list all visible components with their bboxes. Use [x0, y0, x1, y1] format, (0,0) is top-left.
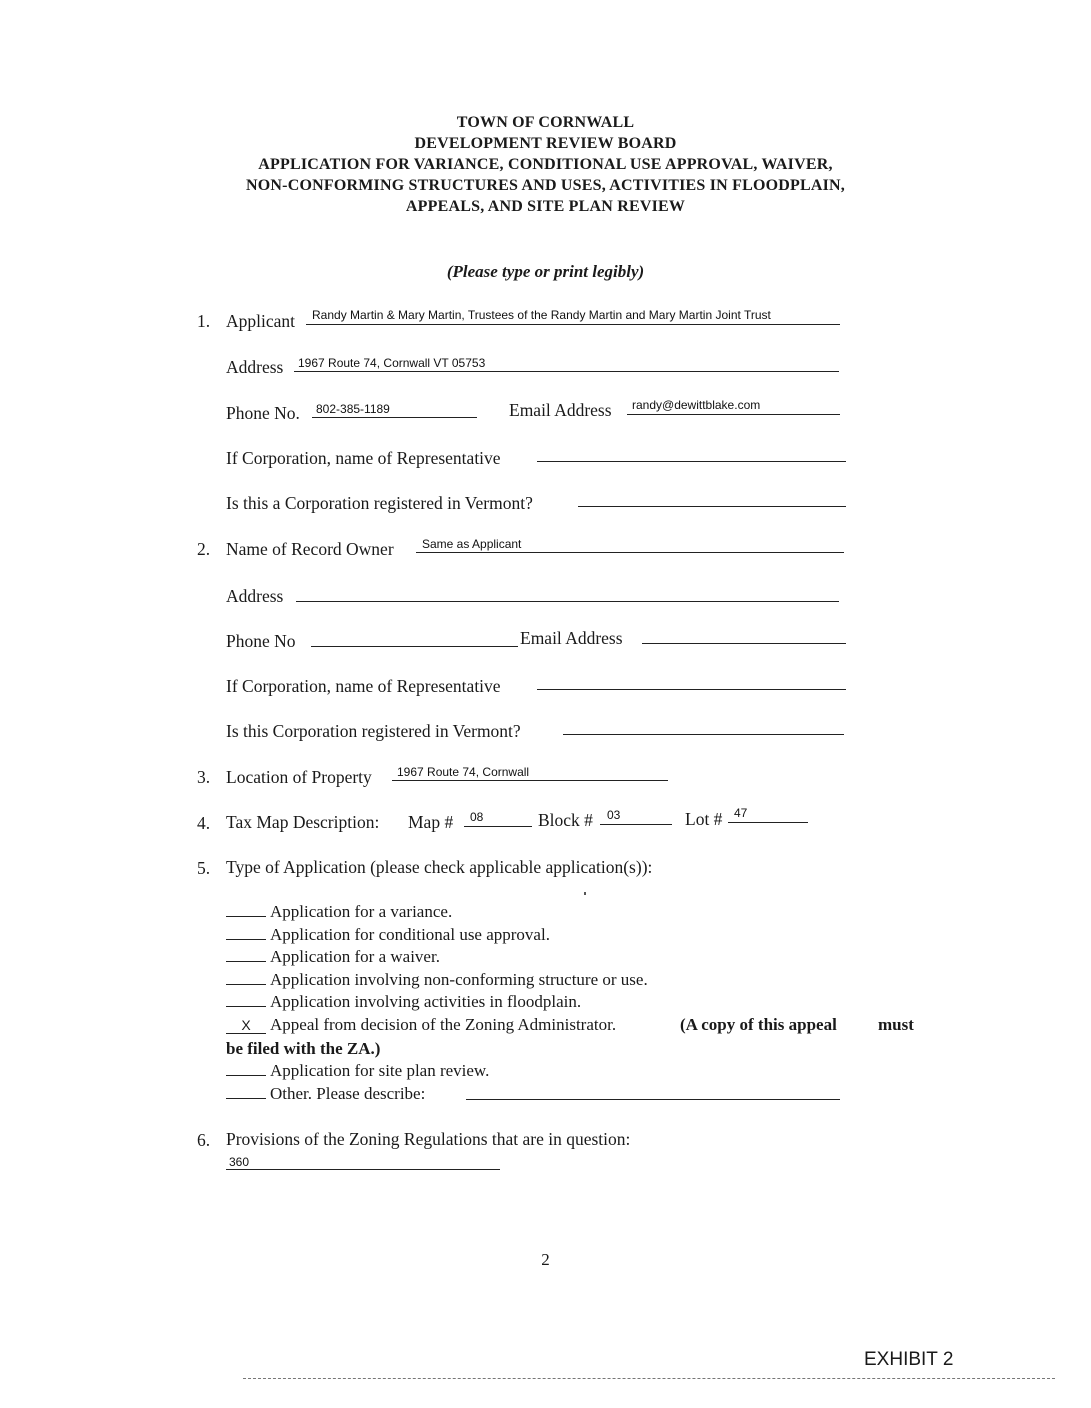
option-other[interactable]: Other. Please describe: [226, 1083, 425, 1105]
email-field[interactable]: randy@dewittblake.com [632, 398, 761, 412]
item-number-4: 4. [197, 813, 211, 833]
block-underline [600, 824, 672, 825]
address-field[interactable]: 1967 Route 74, Cornwall VT 05753 [298, 356, 486, 370]
owner-corp-rep-label: If Corporation, name of Representative [226, 676, 501, 696]
owner-field[interactable]: Same as Applicant [422, 537, 522, 551]
applicant-underline [306, 324, 840, 325]
option-waiver[interactable]: Application for a waiver. [226, 946, 440, 968]
block-field[interactable]: 03 [607, 808, 621, 822]
checkbox[interactable] [226, 1083, 266, 1099]
corp-rep-label: If Corporation, name of Representative [226, 448, 501, 468]
owner-corp-rep-field[interactable] [537, 689, 846, 690]
address-underline [294, 371, 839, 372]
phone-field[interactable]: 802-385-1189 [316, 402, 390, 416]
location-field[interactable]: 1967 Route 74, Cornwall [397, 765, 530, 779]
location-label: Location of Property [226, 767, 372, 787]
option-site-plan[interactable]: Application for site plan review. [226, 1060, 489, 1082]
owner-email-label: Email Address [520, 628, 623, 648]
exhibit-label: EXHIBIT 2 [864, 1349, 954, 1370]
checkbox[interactable] [226, 924, 266, 940]
owner-label: Name of Record Owner [226, 539, 394, 559]
option-variance[interactable]: Application for a variance. [226, 901, 452, 923]
checkbox-checked[interactable]: X [226, 1018, 266, 1034]
email-label: Email Address [509, 400, 612, 420]
option-appeal[interactable]: X Appeal from decision of the Zoning Administrator. [226, 1014, 616, 1036]
owner-phone-field[interactable] [311, 646, 518, 647]
checkbox[interactable] [226, 946, 266, 962]
item-number-3: 3. [197, 767, 211, 787]
application-type-label: Type of Application (please check applicable application(s)): [226, 857, 653, 877]
owner-address-label: Address [226, 586, 284, 606]
corp-rep-field[interactable] [537, 461, 846, 462]
page-number: 2 [541, 1250, 550, 1269]
scan-speck [584, 892, 586, 895]
provisions-underline [226, 1169, 500, 1170]
item-number-5: 5. [197, 858, 211, 878]
owner-email-field[interactable] [642, 643, 846, 644]
map-underline [464, 826, 532, 827]
block-label: Block # [538, 810, 593, 830]
corp-reg-label: Is this a Corporation registered in Vermont? [226, 493, 533, 513]
phone-label: Phone No. [226, 403, 300, 423]
applicant-label: Applicant [226, 311, 296, 331]
owner-corp-reg-field[interactable] [563, 734, 844, 735]
header-line-2: DEVELOPMENT REVIEW BOARD [414, 135, 677, 152]
tax-map-label: Tax Map Description: [226, 812, 380, 832]
applicant-field[interactable]: Randy Martin & Mary Martin, Trustees of the Randy Martin and Mary Martin Joint Trust [312, 308, 771, 322]
address-label: Address [226, 357, 284, 377]
email-underline [627, 414, 840, 415]
lot-field[interactable]: 47 [734, 806, 748, 820]
item-number-6: 6. [197, 1130, 211, 1150]
appeal-note-a: (A copy of this appeal [680, 1015, 837, 1034]
scan-artifact-line [243, 1378, 1055, 1379]
lot-label: Lot # [685, 809, 723, 829]
map-label: Map # [408, 812, 454, 832]
header-line-1: TOWN OF CORNWALL [456, 114, 635, 131]
owner-address-field[interactable] [296, 601, 839, 602]
owner-phone-label: Phone No [226, 631, 296, 651]
provisions-label: Provisions of the Zoning Regulations that are in question: [226, 1129, 631, 1149]
option-non-conforming[interactable]: Application involving non-conforming structure or use. [226, 969, 648, 991]
item-number-2: 2. [197, 539, 211, 559]
appeal-note-c: be filed with the ZA.) [226, 1039, 381, 1058]
provisions-field[interactable]: 360 [229, 1155, 250, 1169]
option-floodplain[interactable]: Application involving activities in floodplain. [226, 991, 581, 1013]
location-underline [392, 780, 668, 781]
checkbox[interactable] [226, 1060, 266, 1076]
owner-corp-reg-label: Is this Corporation registered in Vermont? [226, 721, 521, 741]
header-line-4: NON-CONFORMING STRUCTURES AND USES, ACTIVITIES IN FLOODPLAIN, [246, 177, 845, 194]
checkbox[interactable] [226, 991, 266, 1007]
item-number-1: 1. [197, 311, 211, 331]
corp-reg-field[interactable] [578, 506, 846, 507]
map-field[interactable]: 08 [470, 810, 484, 824]
checkbox[interactable] [226, 901, 266, 917]
instruction-text: (Please type or print legibly) [446, 262, 645, 281]
header-line-5: APPEALS, AND SITE PLAN REVIEW [405, 198, 686, 215]
lot-underline [728, 822, 808, 823]
owner-underline [416, 552, 844, 553]
checkbox[interactable] [226, 969, 266, 985]
header-line-3: APPLICATION FOR VARIANCE, CONDITIONAL USE APPROVAL, WAIVER, [258, 156, 833, 173]
other-description-field[interactable] [466, 1099, 840, 1100]
phone-underline [312, 417, 477, 418]
appeal-note-b: must [878, 1015, 914, 1034]
option-conditional-use[interactable]: Application for conditional use approval. [226, 924, 550, 946]
